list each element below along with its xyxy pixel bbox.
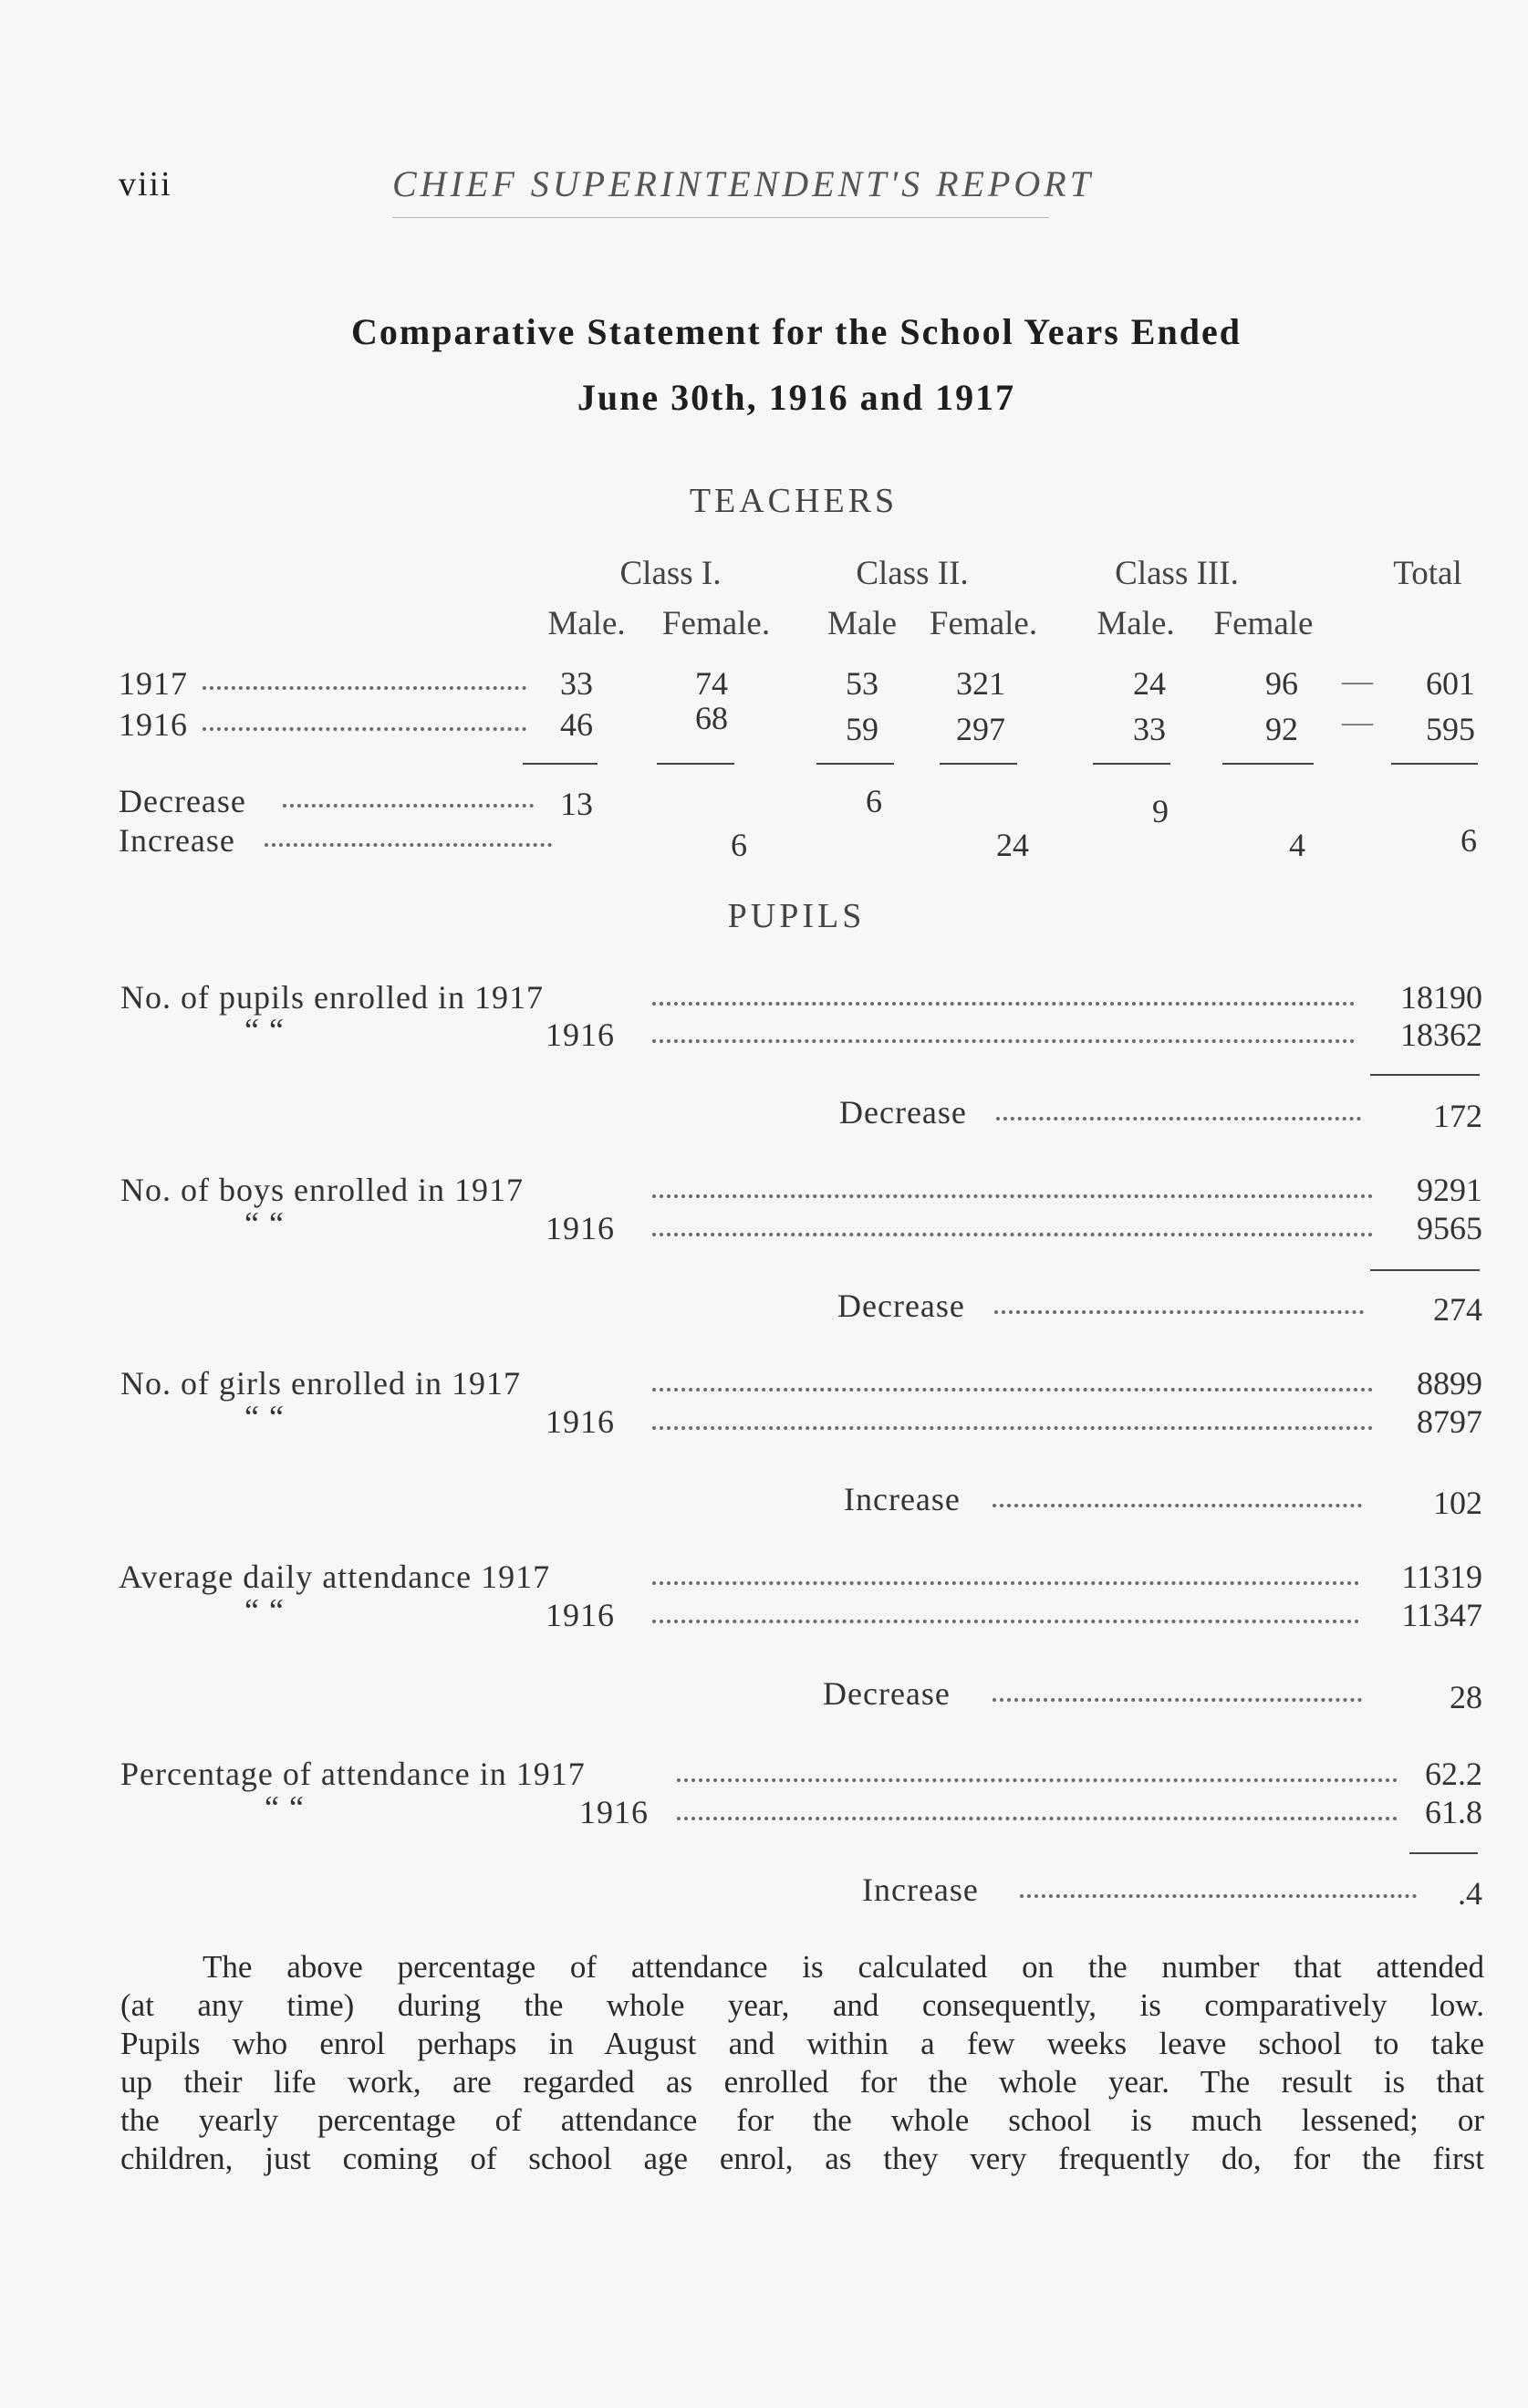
sum-rule — [1370, 1269, 1480, 1271]
dash: — — [1342, 705, 1373, 739]
teachers-decrease-c2: 6 — [866, 783, 882, 819]
pupils-enrolled-diff-label: Decrease — [839, 1094, 967, 1131]
leader-dots — [652, 1620, 1359, 1623]
girls-enrolled-diff-value: 102 — [1433, 1485, 1482, 1521]
teachers-row-1916-label: 1916 — [119, 706, 188, 743]
pct-attendance-1916-label: 1916 — [579, 1794, 649, 1830]
leader-dots — [993, 1698, 1362, 1702]
girls-enrolled-1916-label: 1916 — [546, 1403, 615, 1440]
teachers-heading: TEACHERS — [689, 482, 899, 520]
page-number: viii — [119, 165, 172, 203]
teachers-1916-c2-male: 59 — [846, 711, 878, 747]
leader-dots — [1020, 1894, 1417, 1898]
avg-attendance-1917-value: 11319 — [1401, 1558, 1482, 1595]
leader-dots — [283, 804, 534, 808]
teachers-1917-c1-female: 74 — [695, 665, 728, 702]
pupils-heading: PUPILS — [727, 897, 866, 935]
teachers-increase-label: Increase — [119, 822, 235, 859]
leader-dots — [652, 1194, 1373, 1198]
ditto-marks: “ “ — [244, 1399, 285, 1435]
teachers-increase-total: 6 — [1460, 822, 1477, 859]
teachers-increase-c2: 24 — [996, 827, 1029, 863]
paragraph-line: Pupils who enrol perhaps in August and within a few weeks leave school to take — [120, 2026, 1484, 2061]
class-2-female-header: Female. — [929, 605, 1038, 642]
teachers-decrease-c1: 13 — [560, 786, 593, 822]
leader-dots — [203, 686, 526, 690]
pct-attendance-1917-value: 62.2 — [1425, 1756, 1482, 1792]
sum-rule — [1391, 763, 1478, 765]
sum-rule — [1370, 1074, 1480, 1076]
boys-enrolled-1916-value: 9565 — [1417, 1210, 1482, 1246]
body-paragraph — [120, 1948, 1484, 2178]
class-2-header: Class II. — [856, 555, 969, 592]
boys-enrolled-1917-value: 9291 — [1417, 1172, 1482, 1208]
teachers-1917-c2-female: 321 — [956, 665, 1005, 702]
girls-enrolled-1917-value: 8899 — [1417, 1365, 1482, 1402]
avg-attendance-diff-label: Decrease — [823, 1675, 951, 1712]
avg-attendance-1917-label: Average daily attendance 1917 — [119, 1558, 551, 1595]
avg-attendance-1916-label: 1916 — [546, 1597, 615, 1633]
avg-attendance-1916-value: 11347 — [1401, 1597, 1482, 1633]
leader-dots — [652, 1426, 1373, 1430]
pct-attendance-diff-label: Increase — [862, 1871, 979, 1908]
sum-rule — [816, 763, 894, 765]
boys-enrolled-1916-label: 1916 — [546, 1210, 615, 1246]
avg-attendance-diff-value: 28 — [1450, 1679, 1482, 1715]
class-3-male-header: Male. — [1097, 605, 1175, 642]
pupils-enrolled-diff-value: 172 — [1433, 1098, 1482, 1134]
class-1-female-header: Female. — [661, 605, 771, 642]
girls-enrolled-diff-label: Increase — [844, 1481, 961, 1517]
teachers-1917-c2-male: 53 — [846, 665, 878, 702]
ditto-marks: “ “ — [265, 1789, 305, 1826]
sum-rule — [657, 763, 734, 765]
paragraph-line: children, just coming of school age enrol, as they very frequently do, for the first — [120, 2141, 1484, 2176]
teachers-1917-c1-male: 33 — [560, 665, 593, 702]
ditto-marks: “ “ — [244, 1205, 285, 1242]
leader-dots — [677, 1817, 1398, 1820]
teachers-1916-c3-male: 33 — [1133, 711, 1166, 747]
sum-rule — [1409, 1852, 1478, 1854]
leader-dots — [265, 843, 552, 847]
leader-dots — [652, 1002, 1355, 1006]
total-header: Total — [1393, 555, 1462, 592]
teachers-increase-c3: 4 — [1289, 827, 1305, 863]
class-1-male-header: Male. — [547, 605, 626, 642]
running-head: CHIEF SUPERINTENDENT'S REPORT — [392, 163, 1094, 204]
paragraph-line: The above percentage of attendance is calculated on the number that attended — [203, 1949, 1484, 1985]
sum-rule — [1093, 763, 1170, 765]
class-3-header: Class III. — [1115, 555, 1239, 592]
teachers-1916-c1-female: 68 — [695, 700, 728, 736]
pct-attendance-1917-label: Percentage of attendance in 1917 — [120, 1756, 586, 1792]
teachers-1917-c3-male: 24 — [1133, 665, 1166, 702]
boys-enrolled-diff-label: Decrease — [837, 1287, 965, 1324]
boys-enrolled-diff-value: 274 — [1433, 1291, 1482, 1328]
boys-enrolled-1917-label: No. of boys enrolled in 1917 — [120, 1172, 524, 1208]
girls-enrolled-1916-value: 8797 — [1417, 1403, 1482, 1440]
teachers-1916-c3-female: 92 — [1265, 711, 1298, 747]
dash: — — [1342, 664, 1373, 698]
teachers-decrease-label: Decrease — [119, 783, 246, 819]
pct-attendance-diff-value: .4 — [1458, 1875, 1482, 1912]
sum-rule — [523, 763, 598, 765]
pct-attendance-1916-value: 61.8 — [1425, 1794, 1482, 1830]
class-1-header: Class I. — [619, 555, 722, 592]
sum-rule — [940, 763, 1017, 765]
teachers-1917-c3-female: 96 — [1265, 665, 1298, 702]
ditto-marks: “ “ — [244, 1592, 285, 1629]
teachers-1916-total: 595 — [1426, 711, 1475, 747]
teachers-increase-c1: 6 — [731, 827, 747, 863]
page-title-line-2: June 30th, 1916 and 1917 — [577, 377, 1016, 418]
pupils-enrolled-1917-value: 18190 — [1400, 979, 1482, 1016]
class-2-male-header: Male — [826, 605, 898, 642]
class-3-female-header: Female — [1213, 605, 1314, 642]
teachers-decrease-c3: 9 — [1152, 793, 1169, 829]
ditto-marks: “ “ — [244, 1012, 285, 1048]
pupils-enrolled-1917-label: No. of pupils enrolled in 1917 — [120, 979, 544, 1016]
sum-rule — [1222, 763, 1314, 765]
leader-dots — [652, 1581, 1359, 1585]
leader-dots — [652, 1233, 1373, 1236]
leader-dots — [677, 1778, 1398, 1782]
leader-dots — [994, 1310, 1364, 1314]
leader-dots — [996, 1117, 1361, 1121]
header-rule — [392, 217, 1049, 218]
paragraph-line: the yearly percentage of attendance for the whole school is much lessened; or — [120, 2102, 1484, 2138]
teachers-1917-total: 601 — [1426, 665, 1475, 702]
paragraph-line: (at any time) during the whole year, and consequently, is comparatively low. — [120, 1987, 1484, 2023]
girls-enrolled-1917-label: No. of girls enrolled in 1917 — [120, 1365, 521, 1402]
paragraph-line: up their life work, are regarded as enrolled for the whole year. The result is that — [120, 2064, 1484, 2100]
page-title-line-1: Comparative Statement for the School Years Ended — [351, 311, 1242, 352]
leader-dots — [652, 1039, 1355, 1043]
teachers-1916-c2-female: 297 — [956, 711, 1005, 747]
leader-dots — [203, 727, 526, 731]
pupils-enrolled-1916-value: 18362 — [1400, 1016, 1482, 1053]
teachers-1916-c1-male: 46 — [560, 706, 593, 743]
pupils-enrolled-1916-label: 1916 — [546, 1016, 615, 1053]
leader-dots — [993, 1504, 1362, 1507]
teachers-row-1917-label: 1917 — [119, 665, 188, 702]
leader-dots — [652, 1388, 1373, 1392]
